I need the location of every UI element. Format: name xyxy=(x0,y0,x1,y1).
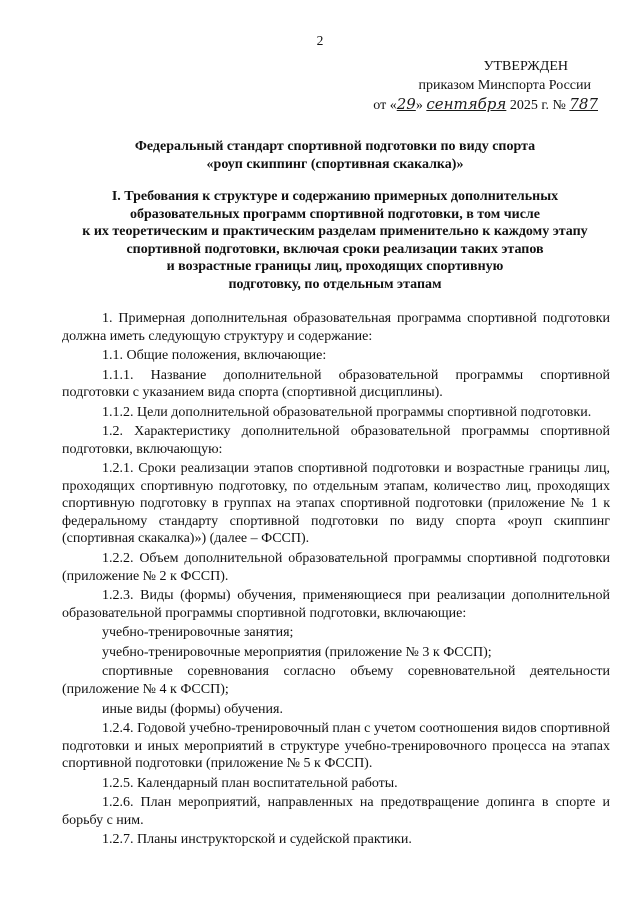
list-item: учебно-тренировочные занятия; xyxy=(102,625,294,641)
approval-title: УТВЕРЖДЕН xyxy=(483,59,568,74)
paragraph: 1.2.1. Сроки реализации этапов спортивной подготовки и возрастные границы лиц, проходящих спортивную подготовку, по отдельным этапам, количество лиц, проходящих спортивную подготовку в группах на этапах спортивной подготовки (приложение № 1 к федеральному стандарту спортивной подготовки по виду спорта «роуп скиппинг (спортивная скакалка)») (далее – ФССП). xyxy=(62,461,610,547)
section-heading-line: и возрастные границы лиц, проходящих спортивную xyxy=(166,259,504,274)
handwritten-order-number: 787 xyxy=(569,95,598,113)
handwritten-day: 29 xyxy=(396,95,416,113)
paragraph: 1.2. Характеристику дополнительной образовательной программы спортивной подготовки, включающую: xyxy=(62,424,610,457)
list-item: иные виды (формы) обучения. xyxy=(102,701,283,717)
document-body xyxy=(62,310,610,851)
section-heading-line: образовательных программ спортивной подготовки, в том числе xyxy=(130,206,540,222)
section-heading-line: I. Требования к структуре и содержанию примерных дополнительных xyxy=(111,189,559,204)
title-line: Федеральный стандарт спортивной подготовки по виду спорта xyxy=(134,139,536,154)
paragraph: 1.2.3. Виды (формы) обучения, применяющиеся при реализации дополнительной образовательной программы спортивной подготовки, включающие: xyxy=(62,588,610,621)
paragraph: 1.2.6. План мероприятий, направленных на предотвращение допинга в спорте и борьбу с ним. xyxy=(62,795,610,828)
paragraph: 1.1. Общие положения, включающие: xyxy=(102,348,327,364)
page-number: 2 xyxy=(316,33,324,48)
list-item: учебно-тренировочные мероприятия (приложение № 3 к ФССП); xyxy=(102,644,492,660)
paragraph: 1.2.4. Годовой учебно-тренировочный план с учетом соотношения видов спортивной подготовки и иных мероприятий в структуре учебно-тренировочного процесса на этапах спортивной подготовки (приложение № 5 к ФССП). xyxy=(62,721,610,772)
paragraph: 1.2.7. Планы инструкторской и судейской практики. xyxy=(102,832,412,848)
list-item: спортивные соревнования согласно объему соревновательной деятельности (приложение № 4 к ФССП); xyxy=(62,664,610,697)
paragraph: 1.2.5. Календарный план воспитательной работы. xyxy=(102,775,398,791)
approval-order-line: приказом Минспорта России xyxy=(418,78,591,93)
paragraph: 1.1.1. Название дополнительной образовательной программы спортивной подготовки с указанием вида спорта (спортивной дисциплины). xyxy=(62,367,610,401)
paragraph: 1.1.2. Цели дополнительной образовательной программы спортивной подготовки. xyxy=(102,404,592,420)
section-heading-line: к их теоретическим и практическим разделам применительно к каждому этапу xyxy=(82,224,588,239)
section-heading-line: подготовку, по отдельным этапам xyxy=(228,276,442,292)
section-heading xyxy=(62,188,608,293)
section-heading-line: спортивной подготовки, включая сроки реализации таких этапов xyxy=(126,241,544,257)
date-year: 2025 г. № xyxy=(509,98,566,113)
date-mid: » xyxy=(415,98,423,113)
title-line: «роуп скиппинг (спортивная скакалка)» xyxy=(206,156,464,172)
paragraph: 1. Примерная дополнительная образовательная программа спортивной подготовки должна иметь следующую структуру и содержание: xyxy=(62,311,610,344)
date-prefix: от « xyxy=(373,98,397,113)
handwritten-month: сентября xyxy=(426,95,507,113)
approval-date-line xyxy=(338,95,598,115)
paragraph: 1.2.2. Объем дополнительной образовательной программы спортивной подготовки (приложение № 2 к ФССП). xyxy=(62,551,610,584)
approval-block xyxy=(338,57,598,115)
document-title xyxy=(62,138,608,173)
